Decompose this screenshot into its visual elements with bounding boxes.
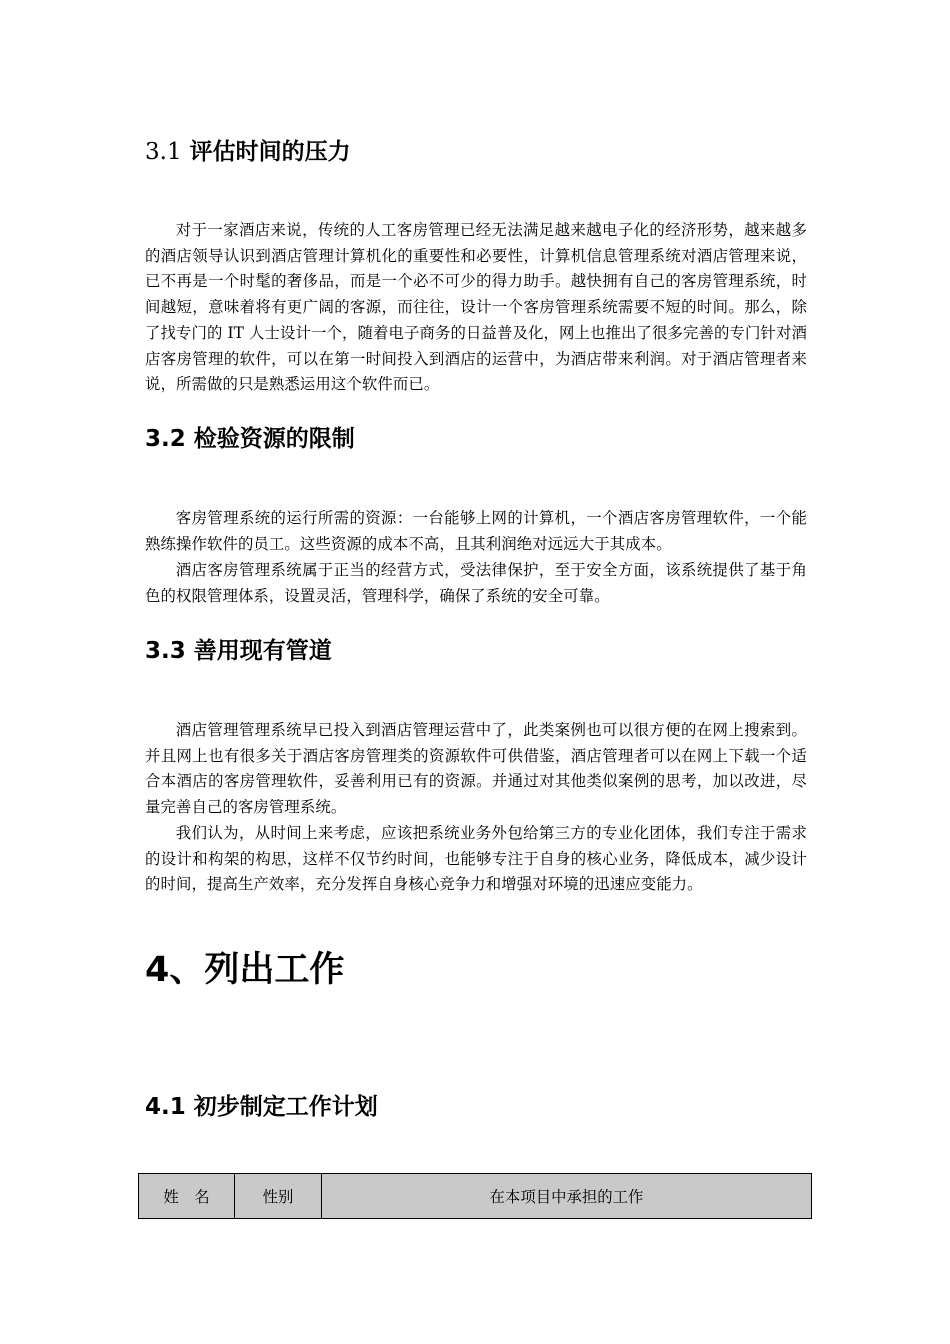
paragraph-3-2-2: 酒店客房管理系统属于正当的经营方式，受法律保护，至于安全方面，该系统提供了基于角色的权限管理体系，设置灵活，管理科学，确保了系统的安全可靠。 — [145, 561, 807, 605]
heading-number: 3.1 — [145, 139, 182, 165]
heading-title: 检验资源的限制 — [193, 426, 355, 452]
heading-3-2 — [145, 424, 355, 454]
work-plan-table — [138, 1173, 812, 1219]
heading-3-1 — [145, 137, 351, 167]
column-header-work: 在本项目中承担的工作 — [322, 1174, 812, 1219]
heading-title: 初步制定工作计划 — [193, 1094, 378, 1120]
paragraph-3-3-2: 我们认为，从时间上来考虑，应该把系统业务外包给第三方的专业化团体，我们专注于需求的设计和构架的构思，这样不仅节约时间，也能够专注于自身的核心业务，降低成本，减少设计的时间，提高生产效率，充分发挥自身核心竞争力和增强对环境的迅速应变能力。 — [145, 824, 807, 894]
heading-number: 4.1 — [145, 1094, 186, 1120]
heading-number: 3.3 — [145, 638, 186, 664]
heading-3-3 — [145, 636, 332, 666]
column-header-gender: 性别 — [235, 1174, 322, 1219]
heading-title: 善用现有管道 — [193, 638, 332, 664]
paragraph-3-3-1: 酒店管理管理系统早已投入到酒店管理运营中了，此类案例也可以很方便的在网上搜索到。并且网上也有很多关于酒店客房管理类的资源软件可供借鉴，酒店管理者可以在网上下载一个适合本酒店的客房管理软件，妥善利用已有的资源。并通过对其他类似案例的思考，加以改进，尽量完善自己的客房管理系统。 — [145, 721, 807, 817]
heading-4-1 — [145, 1092, 378, 1122]
heading-number: 3.2 — [145, 426, 186, 452]
paragraph-3-2-1: 客房管理系统的运行所需的资源：一台能够上网的计算机，一个酒店客房管理软件，一个能熟练操作软件的员工。这些资源的成本不高，且其利润绝对远远大于其成本。 — [145, 509, 807, 553]
heading-title: 评估时间的压力 — [189, 139, 351, 165]
chapter-4-heading: 4、列出工作 — [145, 950, 345, 990]
paragraph-3-1-1: 对于一家酒店来说，传统的人工客房管理已经无法满足越来越电子化的经济形势，越来越多的酒店领导认识到酒店管理计算机化的重要性和必要性，计算机信息管理系统对酒店管理来说，已不再是一个时髦的奢侈品，而是一个必不可少的得力助手。越快拥有自己的客房管理系统，时间越短，意味着将有更广阔的客源，而往往，设计一个客房管理系统需要不短的时间。那么，除了找专门的 IT 人士设计一个，随着电子商务的日益普及化，网上也推出了很多完善的专门针对酒店客房管理的软件，可以在第一时间投入到酒店的运营中，为酒店带来利润。对于酒店管理者来说，所需做的只是熟悉运用这个软件而已。 — [145, 221, 807, 394]
table-header-row — [139, 1174, 812, 1219]
column-header-name: 姓 名 — [139, 1174, 235, 1219]
